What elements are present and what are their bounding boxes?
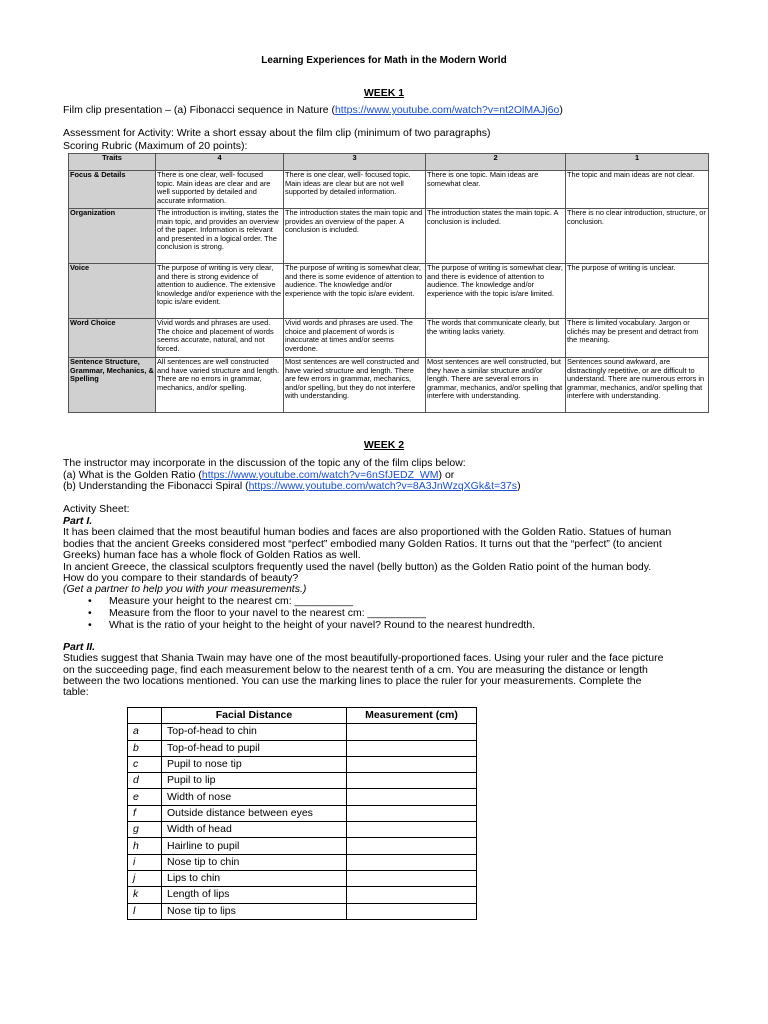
measurement-cell[interactable] <box>347 756 477 772</box>
row-letter: k <box>128 887 162 903</box>
rubric-row <box>69 264 709 319</box>
rubric-header-row <box>69 154 709 171</box>
rubric-header: 3 <box>284 154 426 171</box>
table-row <box>128 903 477 919</box>
table-row <box>128 805 477 821</box>
activity-sheet-label: Activity Sheet: <box>63 503 130 515</box>
rubric-header: Traits <box>69 154 156 171</box>
measurement-cell[interactable] <box>347 903 477 919</box>
table-row <box>128 887 477 903</box>
measurement-cell[interactable] <box>347 887 477 903</box>
measurement-cell[interactable] <box>347 773 477 789</box>
table-row <box>128 724 477 740</box>
row-letter: b <box>128 740 162 756</box>
rubric-cell: Sentences sound awkward, are distractingly repetitive, or are difficult to understand. There are numerous errors in grammar, mechanics, and/or spelling that interfere with understanding. <box>566 358 709 413</box>
rubric-row <box>69 358 709 413</box>
row-letter: i <box>128 854 162 870</box>
part1-text-line: It has been claimed that the most beautiful human bodies and faces are also proportioned with the Golden Ratio. Statues of human <box>63 526 672 538</box>
week1-heading: WEEK 1 <box>363 87 405 99</box>
table-row <box>128 838 477 854</box>
part1-label: Part I. <box>63 515 93 527</box>
facial-distance: Top-of-head to chin <box>162 724 347 740</box>
rubric-header: 1 <box>566 154 709 171</box>
table-row <box>128 822 477 838</box>
row-letter: d <box>128 773 162 789</box>
rubric-cell: Vivid words and phrases are used. The choice and placement of words seems accurate, natural, and not forced. <box>156 319 284 358</box>
rubric-cell: The purpose of writing is somewhat clear, and there is evidence of attention to audience. The knowledge and/or experience with the topic is/are limited. <box>426 264 566 319</box>
facial-distance: Hairline to pupil <box>162 838 347 854</box>
facial-distance: Pupil to nose tip <box>162 756 347 772</box>
facial-distance: Length of lips <box>162 887 347 903</box>
rubric-cell: There is one clear, well- focused topic. Main ideas are clear and are well supported by detailed and accurate information. <box>156 171 284 209</box>
rubric-label: Scoring Rubric (Maximum of 20 points): <box>63 140 248 152</box>
table-row <box>128 854 477 870</box>
clip-a-text: (a) What is the Golden Ratio ( <box>63 469 202 481</box>
row-letter: l <box>128 903 162 919</box>
part2-text-line: on the succeeding page, find each measurement below to the nearest tenth of a cm. You are measuring the distance or length <box>63 664 648 676</box>
table-row <box>128 740 477 756</box>
assessment-text: Assessment for Activity: Write a short essay about the film clip (minimum of two paragraphs) <box>63 127 491 139</box>
rubric-cell: The purpose of writing is somewhat clear, and there is some evidence of attention to audience. The knowledge and/or experience with the topic is/are evident. <box>284 264 426 319</box>
part1-text-line: How do you compare to their standards of beauty? <box>63 572 299 584</box>
week2-heading: WEEK 2 <box>363 439 405 451</box>
facial-distance: Nose tip to lips <box>162 903 347 919</box>
rubric-row <box>69 319 709 358</box>
clip-a-link[interactable]: https://www.youtube.com/watch?v=6nSfJEDZ_WM <box>201 469 439 481</box>
facial-distance: Width of nose <box>162 789 347 805</box>
measurement-cell[interactable] <box>347 838 477 854</box>
measurement-cell[interactable] <box>347 724 477 740</box>
film-clip-line <box>63 104 563 116</box>
part2-label: Part II. <box>63 641 96 653</box>
part2-text-line: between the two locations mentioned. You can use the marking lines to place the ruler for your measurements. Complete the <box>63 675 642 687</box>
clip-b-text: (b) Understanding the Fibonacci Spiral ( <box>63 480 249 492</box>
measurement-cell[interactable] <box>347 854 477 870</box>
row-letter: g <box>128 822 162 838</box>
film-clip-link[interactable]: https://www.youtube.com/watch?v=nt2OlMAJj6o <box>334 104 560 116</box>
rubric-row <box>69 171 709 209</box>
facial-distance: Nose tip to chin <box>162 854 347 870</box>
part1-text-line: Greeks) human face has a whole flock of Golden Ratios as well. <box>63 549 361 561</box>
row-letter: f <box>128 805 162 821</box>
measurement-cell[interactable] <box>347 805 477 821</box>
table-row <box>128 870 477 886</box>
facial-distance: Outside distance between eyes <box>162 805 347 821</box>
rubric-header: 4 <box>156 154 284 171</box>
measurement-cell[interactable] <box>347 740 477 756</box>
facial-header-row <box>128 708 477 724</box>
measurement-cell[interactable] <box>347 822 477 838</box>
measurement-list <box>88 595 535 631</box>
rubric-trait: Sentence Structure, Grammar, Mechanics, & Spelling <box>69 358 156 413</box>
table-row <box>128 773 477 789</box>
list-item: • Measure from the floor to your navel to the nearest cm: __________ <box>88 607 535 619</box>
clip-b-line <box>63 480 521 492</box>
rubric-cell: Vivid words and phrases are used. The choice and placement of words is inaccurate at times and/or seems overdone. <box>284 319 426 358</box>
row-letter: c <box>128 756 162 772</box>
part2-text-line: Studies suggest that Shania Twain may have one of the most beautifully-proportioned faces. Using your ruler and the face picture <box>63 652 664 664</box>
facial-distance: Top-of-head to pupil <box>162 740 347 756</box>
clip-b-link[interactable]: https://www.youtube.com/watch?v=8A3JnWzqXGk&t=37s <box>248 480 518 492</box>
rubric-cell: There is one topic. Main ideas are somewhat clear. <box>426 171 566 209</box>
rubric-trait: Word Choice <box>69 319 156 358</box>
rubric-header: 2 <box>426 154 566 171</box>
rubric-cell: Most sentences are well constructed and have varied structure and length. There are few errors in grammar, mechanics, and/or spelling, but they do not interfere with understanding. <box>284 358 426 413</box>
part1-text-line: In ancient Greece, the classical sculptors frequently used the navel (belly button) as the Golden Ratio point of the human body. <box>63 561 652 573</box>
rubric-cell: The introduction is inviting, states the main topic, and provides an overview of the paper. Information is relevant and presented in a logical order. The conclusion is strong. <box>156 209 284 264</box>
rubric-cell: There is one clear, well- focused topic. Main ideas are clear but are not well supported by detailed information. <box>284 171 426 209</box>
clip-b-suffix: ) <box>517 480 521 492</box>
facial-header <box>128 708 162 724</box>
page-title: Learning Experiences for Math in the Modern World <box>261 55 507 66</box>
rubric-cell: There is no clear introduction, structure, or conclusion. <box>566 209 709 264</box>
row-letter: j <box>128 870 162 886</box>
week2-intro: The instructor may incorporate in the discussion of the topic any of the film clips below: <box>63 457 466 469</box>
measurement-cell[interactable] <box>347 870 477 886</box>
rubric-trait: Voice <box>69 264 156 319</box>
film-clip-suffix: ) <box>559 104 563 116</box>
facial-header: Measurement (cm) <box>347 708 477 724</box>
rubric-cell: The purpose of writing is unclear. <box>566 264 709 319</box>
facial-distance: Lips to chin <box>162 870 347 886</box>
rubric-cell: The topic and main ideas are not clear. <box>566 171 709 209</box>
rubric-cell: The purpose of writing is very clear, and there is strong evidence of attention to audience. The extensive knowledge and/or experience with the topic is/are evident. <box>156 264 284 319</box>
partner-note: (Get a partner to help you with your measurements.) <box>63 583 307 595</box>
table-row <box>128 789 477 805</box>
table-row <box>128 756 477 772</box>
list-item: • Measure your height to the nearest cm: __________ <box>88 595 535 607</box>
row-letter: e <box>128 789 162 805</box>
scoring-rubric-table <box>68 153 709 413</box>
rubric-trait: Organization <box>69 209 156 264</box>
rubric-cell: The introduction states the main topic. A conclusion is included. <box>426 209 566 264</box>
rubric-cell: Most sentences are well constructed, but they have a similar structure and/or length. There are several errors in grammar, mechanics, and/or spelling that interfere with understanding. <box>426 358 566 413</box>
list-item: • What is the ratio of your height to the height of your navel? Round to the nearest hundredth. <box>88 619 535 631</box>
clip-a-suffix: ) or <box>438 469 455 481</box>
facial-distance: Width of head <box>162 822 347 838</box>
facial-distance: Pupil to lip <box>162 773 347 789</box>
rubric-row <box>69 209 709 264</box>
measurement-cell[interactable] <box>347 789 477 805</box>
rubric-cell: The introduction states the main topic and provides an overview of the paper. A conclusion is included. <box>284 209 426 264</box>
facial-header: Facial Distance <box>162 708 347 724</box>
rubric-cell: The words that communicate clearly, but the writing lacks variety. <box>426 319 566 358</box>
film-clip-text: Film clip presentation – (a) Fibonacci sequence in Nature ( <box>63 104 335 116</box>
rubric-cell: All sentences are well constructed and have varied structure and length. There are no errors in grammar, mechanics, and/or spelling. <box>156 358 284 413</box>
facial-distance-table <box>127 707 477 920</box>
part1-text-line: bodies that the ancient Greeks considered most “perfect” embodied many Golden Ratios. It turns out that the “perfect” (to ancient <box>63 538 662 550</box>
rubric-trait: Focus & Details <box>69 171 156 209</box>
rubric-cell: There is limited vocabulary. Jargon or clichés may be present and detract from the meaning. <box>566 319 709 358</box>
part2-text-line: table: <box>63 686 89 698</box>
row-letter: a <box>128 724 162 740</box>
row-letter: h <box>128 838 162 854</box>
